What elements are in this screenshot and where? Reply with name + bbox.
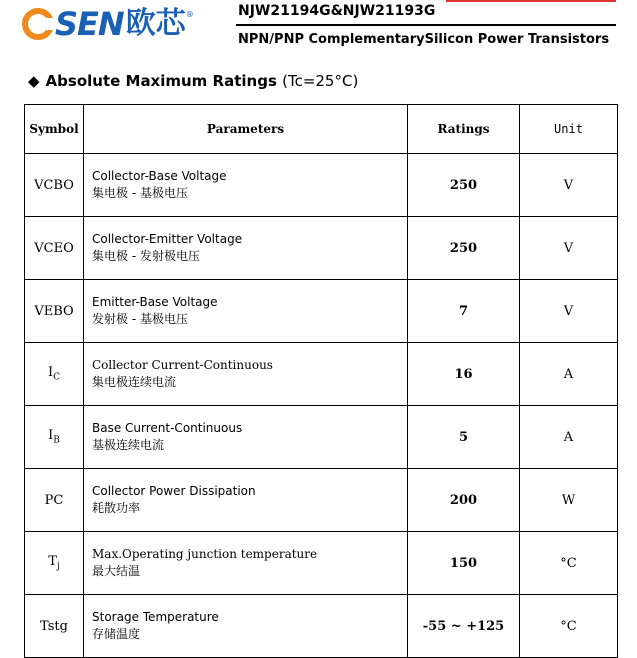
- table-row: [25, 406, 618, 469]
- row-parameter: [84, 343, 408, 406]
- logo-text-en: SEN: [55, 5, 124, 43]
- logo-o-mark: [22, 8, 54, 40]
- document-subtitle: NPN/PNP ComplementarySilicon Power Transistors: [238, 32, 610, 47]
- row-unit: °C: [520, 595, 618, 658]
- row-rating: 200: [408, 469, 520, 532]
- table-header-row: [25, 105, 618, 154]
- param-cn: 基极连续电流: [92, 438, 165, 452]
- param-en: Base Current-Continuous: [92, 421, 243, 435]
- symbol-sub: B: [53, 435, 60, 446]
- section-condition: (Tc=25°C): [282, 72, 359, 90]
- ratings-table: [24, 104, 618, 658]
- row-rating: 250: [408, 217, 520, 280]
- param-cn: 发射极 - 基极电压: [92, 312, 188, 326]
- row-rating: 150: [408, 532, 520, 595]
- row-rating: 16: [408, 343, 520, 406]
- section-title-text: Absolute Maximum Ratings: [45, 72, 277, 90]
- param-cn: 最大结温: [92, 564, 141, 578]
- table-row: [25, 217, 618, 280]
- row-symbol: VCBO: [25, 154, 84, 217]
- row-parameter: [84, 154, 408, 217]
- row-symbol: [25, 343, 84, 406]
- param-en: Emitter-Base Voltage: [92, 295, 218, 309]
- row-unit: V: [520, 154, 618, 217]
- row-symbol: PC: [25, 469, 84, 532]
- row-parameter: [84, 469, 408, 532]
- param-en: Storage Temperature: [92, 610, 219, 624]
- row-rating: 7: [408, 280, 520, 343]
- param-cn: 集电极 - 基极电压: [92, 186, 188, 200]
- header-ratings: Ratings: [408, 105, 520, 154]
- param-cn: 耗散功率: [92, 501, 141, 515]
- row-rating: -55 ~ +125: [408, 595, 520, 658]
- param-en: Collector-Base Voltage: [92, 169, 227, 183]
- table-row: [25, 154, 618, 217]
- row-unit: A: [520, 406, 618, 469]
- param-cn: 集电极 - 发射极电压: [92, 249, 200, 263]
- table-row: [25, 595, 618, 658]
- table-row: [25, 343, 618, 406]
- table-row: [25, 532, 618, 595]
- row-unit: V: [520, 217, 618, 280]
- header-divider: [236, 24, 616, 26]
- table-row: [25, 280, 618, 343]
- table-row: [25, 469, 618, 532]
- section-title: [28, 72, 358, 90]
- row-symbol: Tstg: [25, 595, 84, 658]
- row-symbol: VEBO: [25, 280, 84, 343]
- symbol-main: I: [48, 428, 54, 444]
- symbol-sub: j: [56, 561, 60, 572]
- header-symbol: Symbol: [25, 105, 84, 154]
- param-cn: 集电极连续电流: [92, 375, 177, 389]
- row-rating: 250: [408, 154, 520, 217]
- diamond-bullet-icon: ◆: [28, 72, 40, 90]
- symbol-main: T: [48, 554, 57, 570]
- row-symbol: [25, 532, 84, 595]
- registered-mark: ®: [185, 10, 194, 19]
- row-parameter: [84, 280, 408, 343]
- row-symbol: VCEO: [25, 217, 84, 280]
- part-numbers: NJW21194G&NJW21193G: [238, 3, 436, 19]
- param-en: Collector Power Dissipation: [92, 484, 256, 498]
- row-parameter: [84, 595, 408, 658]
- symbol-sub: C: [53, 372, 61, 383]
- row-rating: 5: [408, 406, 520, 469]
- param-en: Collector-Emitter Voltage: [92, 232, 243, 246]
- symbol-main: I: [47, 365, 54, 381]
- row-unit: W: [520, 469, 618, 532]
- param-en: Max.Operating junction temperature: [92, 547, 318, 561]
- row-unit: °C: [520, 532, 618, 595]
- header-parameters: Parameters: [84, 105, 408, 154]
- row-symbol: [25, 406, 84, 469]
- top-red-line: [446, 0, 616, 2]
- param-cn: 存储温度: [92, 627, 141, 641]
- row-unit: A: [520, 343, 618, 406]
- row-parameter: [84, 217, 408, 280]
- row-parameter: [84, 532, 408, 595]
- param-en: Collector Current-Continuous: [92, 358, 273, 372]
- company-logo: [22, 4, 194, 44]
- row-unit: V: [520, 280, 618, 343]
- row-parameter: [84, 406, 408, 469]
- logo-text-cn: 欧芯: [125, 6, 186, 41]
- header-unit: Unit: [520, 105, 618, 154]
